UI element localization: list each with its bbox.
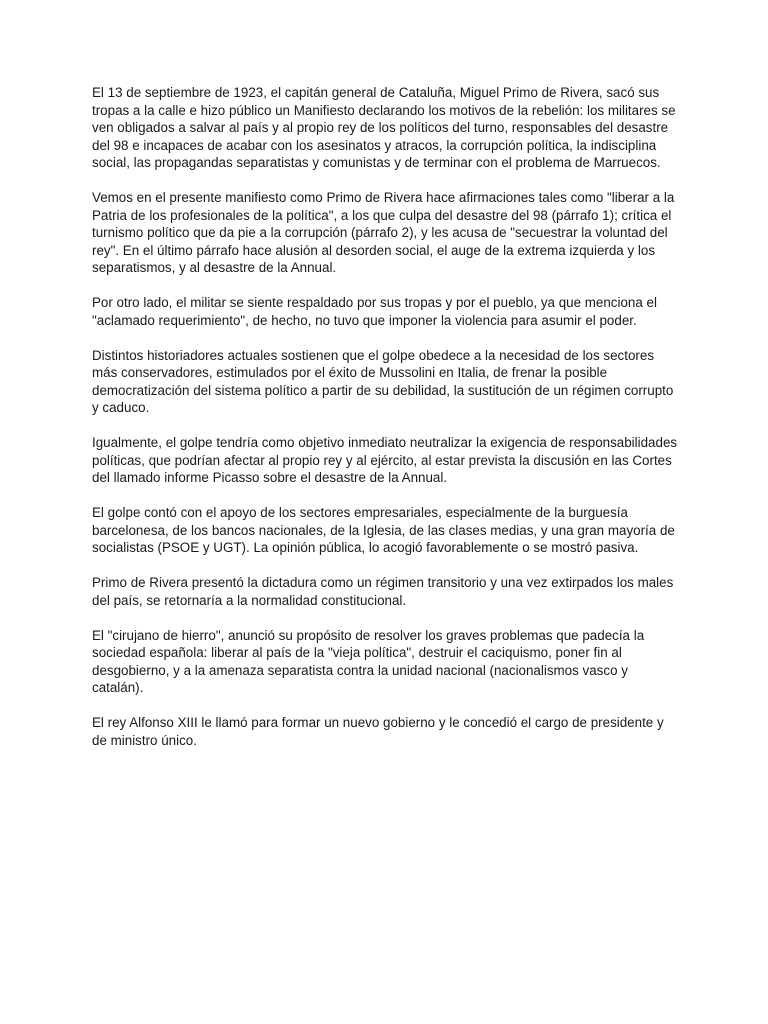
paragraph-objetivo: Igualmente, el golpe tendría como objetivo inmediato neutralizar la exigencia de responsabilidades políticas, que podrían afectar al propio rey y al ejército, al estar prevista la discusión en las Cortes del llamado informe Picasso sobre el desastre de la Annual. [92,435,678,485]
paragraph-manifiesto: El 13 de septiembre de 1923, el capitán general de Cataluña, Miguel Primo de Rivera, sacó sus tropas a la calle e hizo público un Manifiesto declarando los motivos de la rebelión: los militares se ven obligados a salvar al país y al propio rey de los políticos del turno, responsables del desastre del 98 e incapaces de acabar con los asesinatos y atracos, la corrupción política, la indisciplina social, las propagandas separatistas y comunistas y de terminar con el problema de Marruecos. [92,85,676,170]
paragraph-historiadores: Distintos historiadores actuales sostienen que el golpe obedece a la necesidad de los sectores más conservadores, estimulados por el éxito de Mussolini en Italia, de frenar la posible democratización del sistema político a partir de su debilidad, la sustitución de un régimen corrupto y caduco. [92,347,674,415]
paragraph-apoyos: El golpe contó con el apoyo de los sectores empresariales, especialmente de la burguesía barcelonesa, de los bancos nacionales, de la Iglesia, de las clases medias, y una gran mayoría de socialistas (PSOE y UGT). La opinión pública, lo acogió favorablemente o se mostró pasiva. [92,505,675,555]
paragraph-cirujano-de-hierro: El "cirujano de hierro", anunció su propósito de resolver los graves problemas que padecía la sociedad española: liberar al país de la "vieja política", destruir el caciquismo, poner fin al desgobierno, y a la amenaza separatista contra la unidad nacional (nacionalismos vasco y catalán). [92,627,645,695]
paragraph-afirmaciones: Vemos en el presente manifiesto como Primo de Rivera hace afirmaciones tales como "liberar a la Patria de los profesionales de la política", a los que culpa del desastre del 98 (párrafo 1); crítica el turnismo político que da pie a la corrupción (párrafo 2), y les acusa de "secuestrar la voluntad del rey". En el último párrafo hace alusión al desorden social, el auge de la extrema izquierda y los separatismos, y al desastre de la Annual. [92,190,675,275]
text-column [92,84,682,767]
paragraph-alfonso-xiii: El rey Alfonso XIII le llamó para formar un nuevo gobierno y le concedió el cargo de presidente y de ministro único. [92,715,664,748]
paragraph-respaldo: Por otro lado, el militar se siente respaldado por sus tropas y por el pueblo, ya que menciona el "aclamado requerimiento", de hecho, no tuvo que imponer la violencia para asumir el poder. [92,295,657,328]
paragraph-regimen-transitorio: Primo de Rivera presentó la dictadura como un régimen transitorio y una vez extirpados los males del país, se retornaría a la normalidad constitucional. [92,575,674,608]
